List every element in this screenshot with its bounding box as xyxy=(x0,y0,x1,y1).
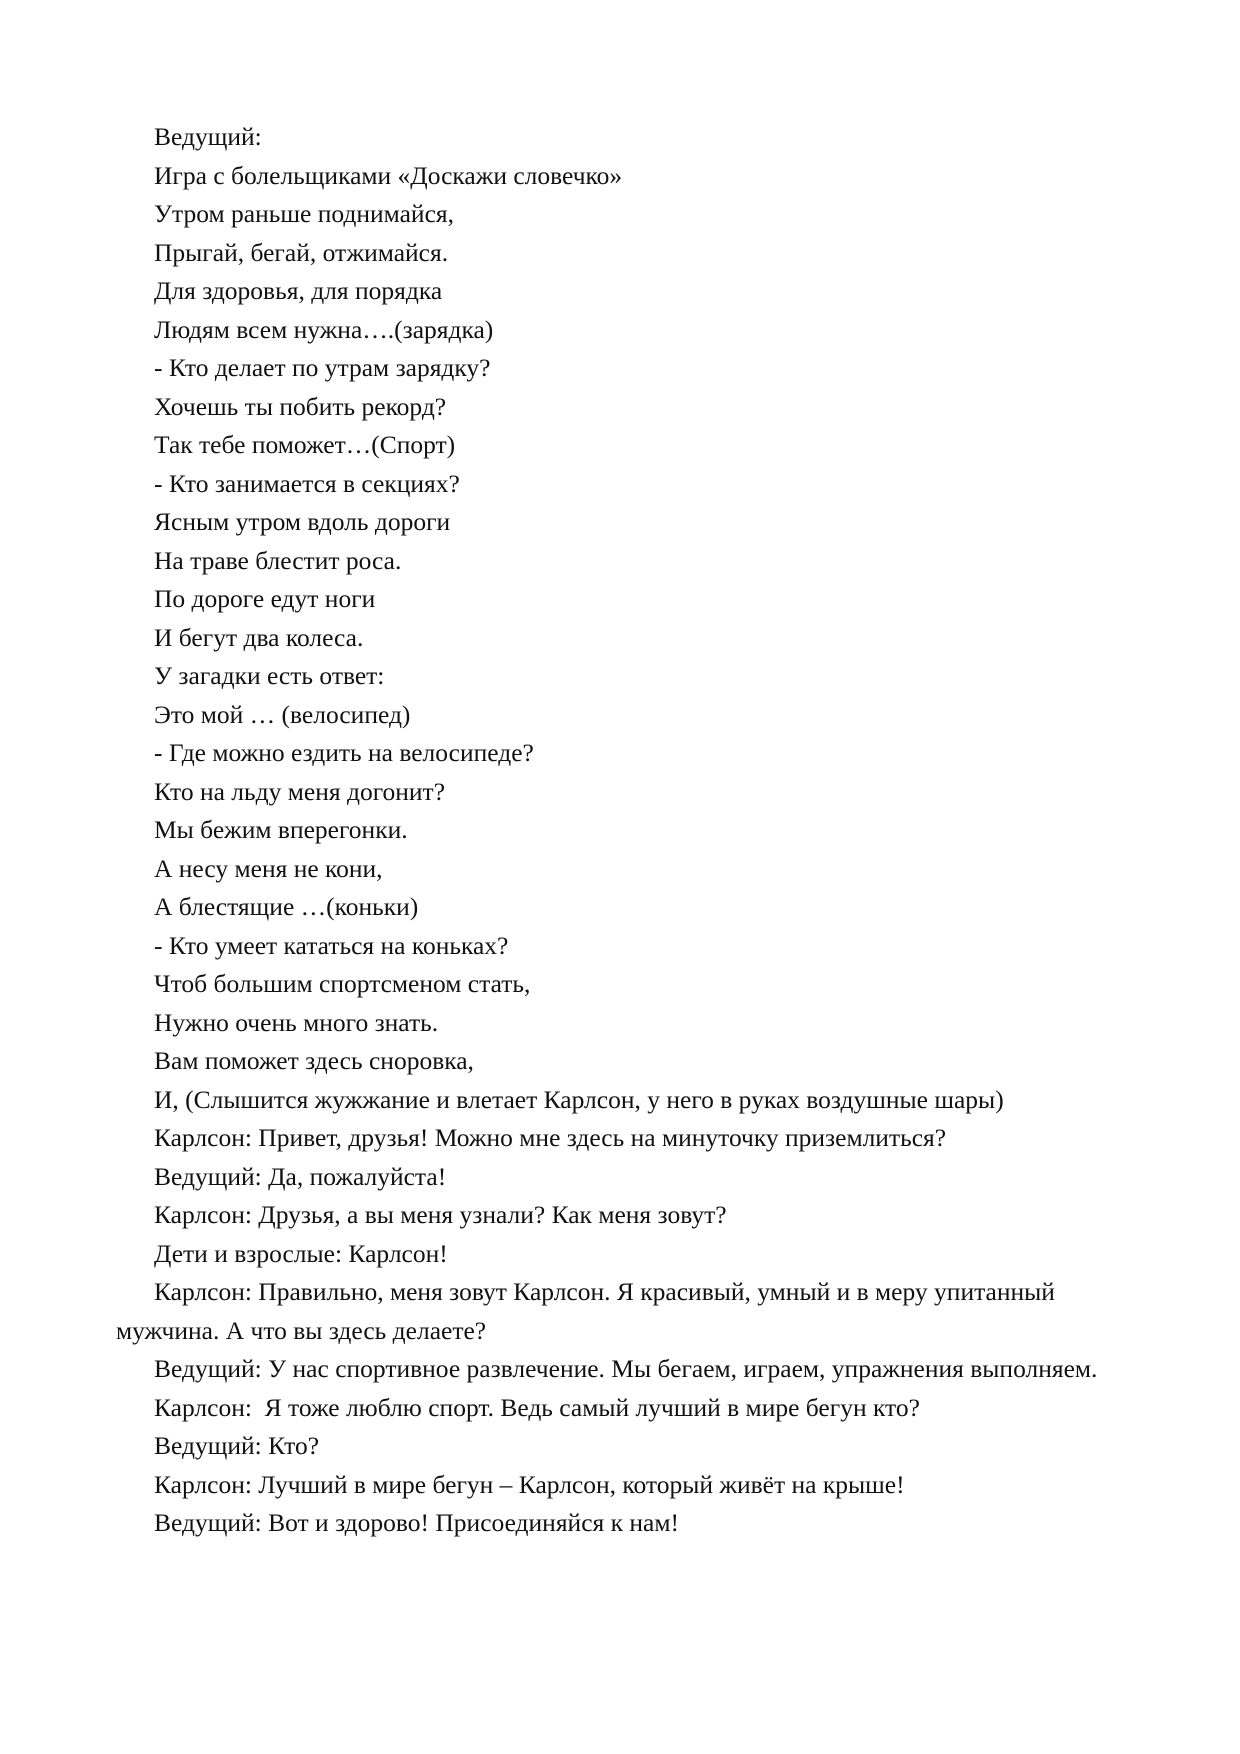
paragraph-verse-line: А блестящие …(коньки) xyxy=(154,892,419,921)
paragraph-dialogue: Ведущий: Да, пожалуйста! xyxy=(154,1161,447,1191)
paragraph-verse-line: Для здоровья, для порядка xyxy=(154,276,443,305)
paragraph-verse-line: Ясным утром вдоль дороги xyxy=(154,507,451,536)
paragraph-verse-line: Кто на льду меня догонит? xyxy=(154,776,446,806)
paragraph-verse-line: Утром раньше поднимайся, xyxy=(154,199,454,228)
paragraph-verse-line: По дороге едут ноги xyxy=(154,584,376,613)
paragraph-dialogue: Карлсон: Привет, друзья! Можно мне здесь на минуточку приземлиться? xyxy=(154,1123,947,1152)
paragraph-verse-line: Прыгай, бегай, отжимайся. xyxy=(154,237,449,267)
paragraph-stage-direction: И, (Слышится жужжание и влетает Карлсон, у него в руках воздушные шары) xyxy=(154,1084,1004,1114)
paragraph-verse-line: Чтоб большим спортсменом стать, xyxy=(154,969,531,998)
paragraph-dialogue: Ведущий: Вот и здорово! Присоединяйся к нам! xyxy=(154,1508,679,1537)
paragraph-dialogue: Ведущий: Кто? xyxy=(154,1431,320,1460)
paragraph-verse-line: Мы бежим вперегонки. xyxy=(154,815,408,844)
paragraph-dialogue: Ведущий: У нас спортивное развлечение. Мы бегаем, играем, упражнения выполняем. xyxy=(154,1354,1098,1383)
paragraph-question: - Кто умеет кататься на коньках? xyxy=(154,930,509,960)
paragraph-game-title: Игра с болельщиками «Доскажи словечко» xyxy=(154,160,623,190)
paragraph-verse-line: Хочешь ты побить рекорд? xyxy=(154,391,447,421)
document-body xyxy=(116,118,1126,1543)
paragraph-question: - Где можно ездить на велосипеде? xyxy=(154,738,534,767)
paragraph-dialogue: Дети и взрослые: Карлсон! xyxy=(154,1238,448,1268)
paragraph-host-label: Ведущий: xyxy=(154,122,262,151)
paragraph-dialogue: Карлсон: Лучший в мире бегун – Карлсон, который живёт на крыше! xyxy=(154,1469,905,1499)
paragraph-verse-line: Нужно очень много знать. xyxy=(154,1007,439,1037)
paragraph-dialogue: Карлсон: Правильно, меня зовут Карлсон. Я красивый, умный и в меру упитанный мужчина. А что вы здесь делаете? xyxy=(116,1277,1062,1345)
paragraph-dialogue: Карлсон: Я тоже люблю спорт. Ведь самый лучший в мире бегун кто? xyxy=(154,1392,920,1422)
paragraph-verse-line: И бегут два колеса. xyxy=(154,622,364,652)
paragraph-verse-line: Вам поможет здесь сноровка, xyxy=(154,1046,474,1075)
paragraph-question: - Кто занимается в секциях? xyxy=(154,468,460,498)
paragraph-question: - Кто делает по утрам зарядку? xyxy=(154,353,491,382)
paragraph-verse-line: Это мой … (велосипед) xyxy=(154,699,411,729)
paragraph-verse-line: На траве блестит роса. xyxy=(154,545,402,575)
paragraph-verse-line: А несу меня не кони, xyxy=(154,853,383,883)
paragraph-verse-line: Так тебе поможет…(Спорт) xyxy=(154,430,456,459)
paragraph-dialogue: Карлсон: Друзья, а вы меня узнали? Как меня зовут? xyxy=(154,1200,727,1229)
paragraph-verse-line: У загадки есть ответ: xyxy=(154,661,385,690)
paragraph-verse-line: Людям всем нужна….(зарядка) xyxy=(154,314,494,344)
